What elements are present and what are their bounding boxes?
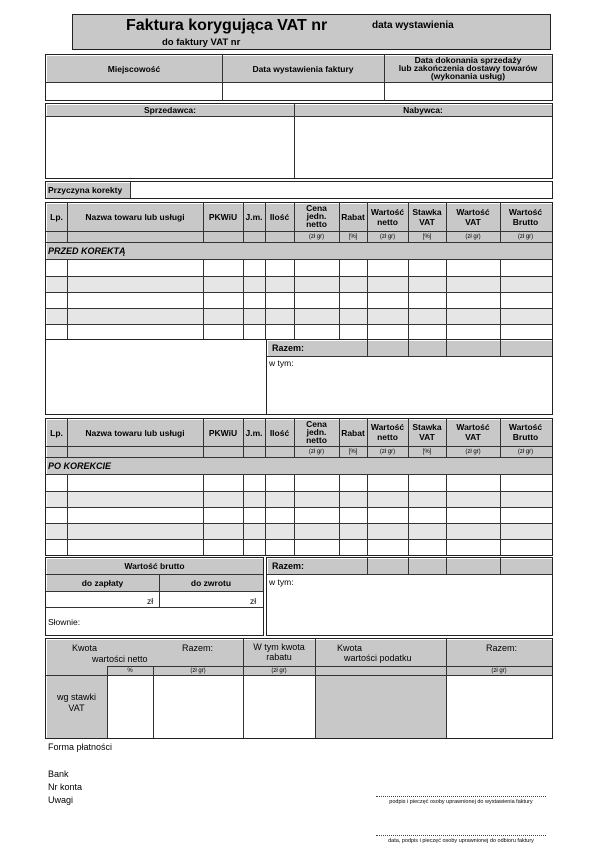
row-line xyxy=(46,259,552,260)
col-line xyxy=(446,474,447,555)
reason-label: Przyczyna korekty xyxy=(48,185,123,195)
unit-vat: (zł gr) xyxy=(465,448,481,455)
totals-col xyxy=(367,340,368,356)
gross-title: Wartość brutto xyxy=(124,561,185,571)
notes-label: Uwagi xyxy=(48,795,74,805)
col-vat-l2: VAT xyxy=(465,217,481,227)
col-line xyxy=(203,474,204,555)
col-lp: Lp. xyxy=(50,427,63,438)
bottom-border xyxy=(45,414,267,415)
row-line xyxy=(46,324,552,325)
row-alt-bg xyxy=(47,523,552,539)
totals-before-bg xyxy=(268,341,552,356)
summary-tax-bg xyxy=(315,675,446,738)
issue-date-header: Data wystawienia faktury xyxy=(252,63,354,74)
bank-label: Bank xyxy=(48,769,69,779)
col-rate-l1: Stawka xyxy=(412,422,442,432)
col-gross-l2: Brutto xyxy=(512,432,539,442)
col-rate-l2: VAT xyxy=(419,217,435,227)
receiver-sign-label: data, podpis i pieczęć osoby uprawnionej do odbioru faktury xyxy=(388,838,534,844)
col-vat-l1: Wartość xyxy=(456,422,490,432)
row-line xyxy=(46,474,552,475)
unit-gross: (zł gr) xyxy=(517,448,534,455)
summary-zlgr3: (zł gr) xyxy=(491,667,507,674)
col-line xyxy=(367,259,368,339)
summary-rates-l1: wg stawki xyxy=(56,692,96,702)
summary-col xyxy=(446,639,447,738)
col-price-l1: Cena xyxy=(306,203,327,213)
totals-col xyxy=(446,558,447,574)
col-line xyxy=(408,259,409,339)
col-pkwiu: PKWiU xyxy=(208,427,238,438)
col-pkwiu: PKWiU xyxy=(208,212,238,222)
col-name: Nazwa towaru lub usługi xyxy=(85,427,185,438)
summary-rates-l2: VAT xyxy=(68,703,85,713)
col-line xyxy=(500,474,501,555)
col-line xyxy=(339,259,340,339)
summary-razem: Razem: xyxy=(182,643,214,653)
issuer-sign-line[interactable] xyxy=(376,796,546,797)
col-net-l2: netto xyxy=(377,217,398,227)
unit-net: (zł gr) xyxy=(379,233,396,240)
col-line xyxy=(339,474,340,555)
col-line xyxy=(367,474,368,555)
col-gross-l1: Wartość xyxy=(508,207,543,217)
unit-vat: (zł gr) xyxy=(465,233,481,240)
razem-after-label: Razem: xyxy=(272,561,305,571)
totals-col xyxy=(408,558,409,574)
col-line xyxy=(446,259,447,339)
unit-discount: [%] xyxy=(348,233,358,240)
totals-divider xyxy=(267,356,552,357)
account-label: Nr konta xyxy=(48,782,83,792)
row-line xyxy=(46,292,552,293)
row-line xyxy=(46,242,552,243)
col-line xyxy=(294,474,295,555)
reason-field[interactable] xyxy=(131,183,551,198)
in-words-label: Słownie: xyxy=(48,617,81,627)
totals-col xyxy=(446,340,447,356)
sale-date-header-l2: lub zakończenia dostawy towarów xyxy=(398,63,538,73)
col-qty: Ilość xyxy=(269,212,290,222)
unit-price: (zł gr) xyxy=(308,233,325,240)
totals-col xyxy=(500,558,501,574)
col-rate-l1: Stawka xyxy=(412,207,442,217)
summary-zlgr1: (zł gr) xyxy=(190,667,206,674)
w-tym-after-label: w tym: xyxy=(269,577,294,587)
summary-col xyxy=(107,666,108,738)
summary-zlgr2: (zł gr) xyxy=(271,667,287,674)
summary-net-l1: Kwota xyxy=(72,643,98,653)
row-alt-bg xyxy=(47,491,552,507)
col-line xyxy=(265,474,266,555)
summary-col xyxy=(153,666,154,738)
seller-label: Sprzedawca: xyxy=(144,104,196,115)
col-rate-l2: VAT xyxy=(419,432,435,442)
to-pay-label: do zapłaty xyxy=(81,577,124,588)
totals-after-bg xyxy=(268,559,552,574)
row-alt-bg xyxy=(47,308,552,324)
sale-date-header-l1: Data dokonania sprzedaży xyxy=(414,55,522,65)
col-price-l3: netto xyxy=(306,435,327,445)
row-line xyxy=(46,539,552,540)
unit-discount: [%] xyxy=(348,448,358,455)
section-after-label: PO KOREKCIE xyxy=(48,461,112,471)
col-line xyxy=(265,259,266,339)
summary-razem2: Razem: xyxy=(486,643,518,653)
totals-col xyxy=(408,340,409,356)
issue-date-label: data wystawienia xyxy=(372,20,454,31)
totals-col xyxy=(367,558,368,574)
col-unit: J.m. xyxy=(245,212,263,222)
summary-tax-l2: wartości podatku xyxy=(344,653,412,663)
col-net-l2: netto xyxy=(377,432,398,442)
to-refund-currency: zł xyxy=(250,596,257,606)
document-title: Faktura korygująca VAT nr xyxy=(126,17,328,34)
buyer-field[interactable] xyxy=(295,117,551,178)
place-field[interactable] xyxy=(47,83,221,100)
row-line xyxy=(46,457,552,458)
table-after-section-bg xyxy=(47,458,552,474)
col-discount: Rabat xyxy=(341,212,365,222)
col-line xyxy=(203,259,204,339)
gross-line xyxy=(46,607,263,608)
sale-date-field[interactable] xyxy=(385,83,551,100)
row-alt-bg xyxy=(47,276,552,292)
receiver-sign-line[interactable] xyxy=(376,835,546,836)
summary-line xyxy=(46,675,552,676)
buyer-label: Nabywca: xyxy=(403,104,443,115)
col-price-l2: jedn. xyxy=(306,211,327,221)
gross-line xyxy=(46,591,263,592)
summary-discount-l1: W tym kwota xyxy=(253,642,305,652)
col-gross-l2: Brutto xyxy=(512,217,539,227)
col-line xyxy=(67,259,68,339)
col-price-l2: jedn. xyxy=(306,427,327,437)
summary-discount-l2: rabatu xyxy=(266,652,292,662)
col-line xyxy=(67,474,68,555)
col-unit: J.m. xyxy=(245,427,263,438)
col-net-l1: Wartość xyxy=(370,207,405,217)
unit-price: (zł gr) xyxy=(308,448,325,455)
place-label: Miejscowość xyxy=(107,63,161,74)
section-before-label: PRZED KOREKTĄ xyxy=(48,246,126,256)
col-lp: Lp. xyxy=(50,212,63,222)
col-line xyxy=(294,259,295,339)
col-line xyxy=(500,259,501,339)
col-vat-l1: Wartość xyxy=(456,207,490,217)
col-discount: Rabat xyxy=(341,427,365,438)
row-line xyxy=(46,523,552,524)
col-price-l3: netto xyxy=(306,219,327,229)
original-invoice-label: do faktury VAT nr xyxy=(162,37,241,48)
issuer-sign-label: podpis i pieczęć osoby uprawnionej do wystawienia faktury xyxy=(389,799,533,805)
col-line xyxy=(243,474,244,555)
payment-method-label: Forma płatności xyxy=(48,742,113,752)
seller-field[interactable] xyxy=(47,117,293,178)
summary-net-l2: wartości netto xyxy=(92,654,148,664)
row-line xyxy=(46,308,552,309)
col-qty: Ilość xyxy=(269,427,290,438)
sale-date-header-l3: (wykonania usług) xyxy=(430,71,506,81)
col-name: Nazwa towaru lub usługi xyxy=(85,212,185,222)
unit-net: (zł gr) xyxy=(379,448,396,455)
unit-rate: [%] xyxy=(422,448,432,455)
totals-divider xyxy=(267,574,552,575)
row-line xyxy=(46,507,552,508)
col-gross-l1: Wartość xyxy=(508,422,543,432)
left-border xyxy=(45,339,46,415)
summary-tax-l1: Kwota xyxy=(337,643,363,653)
to-pay-currency: zł xyxy=(147,596,154,606)
unit-rate: [%] xyxy=(422,233,432,240)
razem-before-label: Razem: xyxy=(272,343,305,353)
summary-pct: % xyxy=(127,667,133,674)
row-line xyxy=(46,276,552,277)
w-tym-before-label: w tym: xyxy=(269,358,294,368)
issue-date-field[interactable] xyxy=(223,83,383,100)
totals-col xyxy=(500,340,501,356)
col-net-l1: Wartość xyxy=(370,422,405,432)
col-price-l1: Cena xyxy=(306,419,327,429)
col-line xyxy=(408,474,409,555)
col-vat-l2: VAT xyxy=(465,432,481,442)
row-line xyxy=(46,491,552,492)
col-line xyxy=(243,259,244,339)
to-refund-label: do zwrotu xyxy=(190,577,232,588)
unit-gross: (zł gr) xyxy=(517,233,534,240)
summary-col xyxy=(315,639,316,738)
